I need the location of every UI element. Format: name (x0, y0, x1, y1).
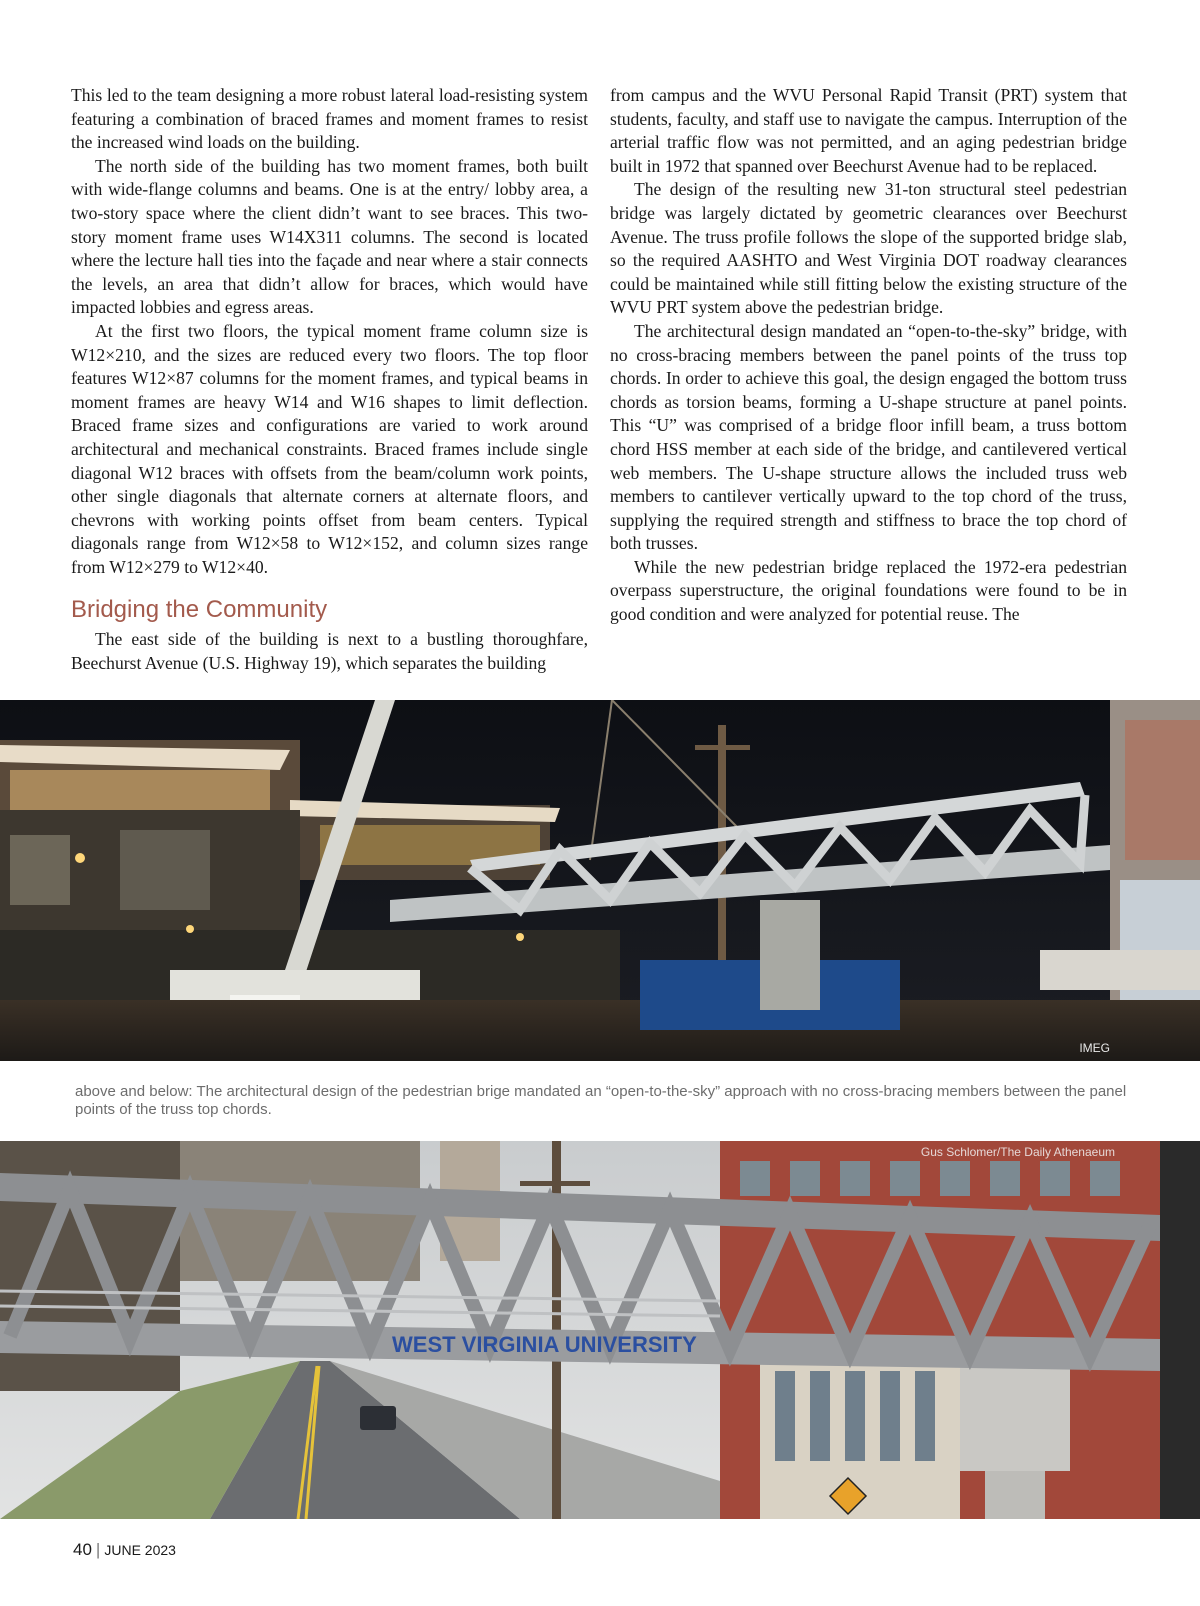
paragraph: The east side of the building is next to a bustling thoroughfare, Beechurst Avenue (U.S. Highway 19), which separates the building (71, 629, 588, 674)
section-heading: Bridging the Community (71, 596, 328, 624)
paragraph: This led to the team designing a more robust lateral load-resisting system featuring a combination of braced frames and moment frames to resist the increased wind loads on the building. (71, 85, 588, 153)
paragraph: While the new pedestrian bridge replaced the 1972-era pedestrian overpass superstructure, the original foundations were found to be in good condition and were analyzed for potential reuse. The (610, 556, 1127, 625)
photo-credit: IMEG (1079, 1041, 1110, 1055)
bridge-banner-text: WEST VIRGINIA UNIVERSITY (392, 1332, 697, 1357)
completed-bridge-photo (0, 1141, 1200, 1519)
folio-separator: | (95, 1540, 101, 1559)
night-scene-illustration (0, 700, 1200, 1061)
page-number: 40 (73, 1540, 92, 1559)
paragraph: The north side of the building has two moment frames, both built with wide-flange columns and beams. One is at the entry/ lobby area, a two-story space where the client didn’t want to see braces. This two-story moment frame uses W14X311 columns. The second is located where the lecture hall ties into the façade and near where a stair connects the levels, an area that didn’t allow for braces, which would have impacted lobbies and egress areas. (71, 155, 588, 318)
bridge-installation-photo (0, 700, 1200, 1061)
daytime-bridge-illustration (0, 1141, 1200, 1519)
page-footer (73, 1540, 176, 1560)
paragraph: At the first two floors, the typical moment frame column size is W12×210, and the sizes are reduced every two floors. The top floor features W12×87 columns for the moment frames, and typical beams in moment frames are heavy W14 and W16 shapes to limit deflection. Braced frame sizes and configurations are varied to work around architectural and mechanical constraints. Braced frames include single diagonal W12 braces with offsets from the beam/column work points, other single diagonals that alternate corners at alternate floors, and chevrons with working points offset from beam centers. Typical diagonals range from W12×58 to W12×152, and column sizes range from W12×279 to W12×40. (71, 320, 588, 577)
photo-credit: Gus Schlomer/The Daily Athenaeum (920, 1145, 1115, 1159)
left-text-column (71, 84, 588, 676)
photo-caption: above and below: The architectural design of the pedestrian brige mandated an “open-to-the-sky” approach with no cross-bracing members between the panel points of the truss top chords. (75, 1083, 1127, 1118)
paragraph: The design of the resulting new 31-ton structural steel pedestrian bridge was largely dictated by geometric clearances over Beechurst Avenue. The truss profile follows the slope of the supported bridge slab, so the required AASHTO and West Virginia DOT roadway clearances could be maintained while still fitting below the existing structure of the WVU PRT system above the pedestrian bridge. (610, 179, 1127, 318)
paragraph: from campus and the WVU Personal Rapid Transit (PRT) system that students, faculty, and staff use to navigate the campus. Interruption of the arterial traffic flow was not permitted, and an aging pedestrian bridge built in 1972 that spanned over Beechurst Avenue had to be replaced. (610, 85, 1127, 176)
right-text-column (610, 84, 1127, 627)
issue-date: JUNE 2023 (104, 1542, 176, 1558)
paragraph: The architectural design mandated an “open-to-the-sky” bridge, with no cross-bracing members between the panel points of the truss top chords. In order to achieve this goal, the design engaged the bottom truss chords as torsion beams, forming a U-shape structure at panel points. This “U” was comprised of a bridge floor infill beam, a truss bottom chord HSS member at each side of the bridge, and cantilevered vertical web members. The U-shape structure allows the included truss web members to cantilever vertically upward to the top chord of the truss, supplying the required strength and stiffness to brace the top chord of both trusses. (610, 320, 1127, 554)
